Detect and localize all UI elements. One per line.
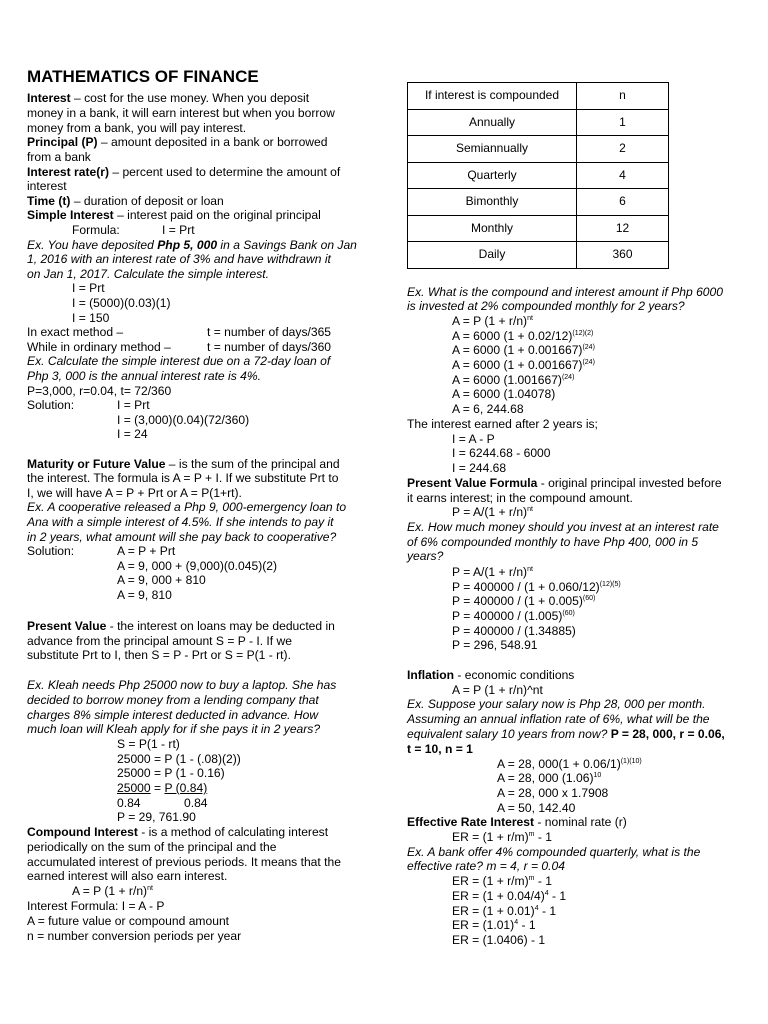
text-line: from a bank bbox=[27, 150, 91, 164]
text-line: money in a bank, it will earn interest but when you borrow bbox=[27, 106, 335, 120]
text-line: accumulated interest of previous periods. It means that the bbox=[27, 855, 341, 869]
definition: - original principal invested before bbox=[537, 476, 722, 490]
text: A = 28, 000(1 + 0.06/1) bbox=[497, 757, 621, 771]
text: Ex. You have deposited bbox=[27, 238, 158, 252]
example-text: Ex. Calculate the simple interest due on a 72-day loan of bbox=[27, 354, 331, 368]
exponent: (12)(2) bbox=[572, 329, 594, 337]
example-text: of 6% compounded monthly to have Php 400, 000 in 5 bbox=[407, 535, 699, 549]
example-text: Assuming an annual inflation rate of 6%, what will be the bbox=[407, 712, 710, 726]
term: Effective Rate Interest bbox=[407, 815, 535, 829]
definition: – duration of deposit or loan bbox=[70, 194, 224, 208]
text: - 1 bbox=[534, 830, 552, 844]
text: ER = (1.01) bbox=[452, 918, 515, 932]
solution-step: I = 150 bbox=[72, 311, 110, 325]
formula bbox=[452, 830, 552, 845]
table-row bbox=[408, 189, 669, 216]
solution-step bbox=[452, 343, 595, 358]
exponent: (60) bbox=[562, 609, 575, 617]
text-line: the interest. The formula is A = P + I. If we substitute Prt to bbox=[27, 471, 339, 485]
example-text: charges 8% simple interest deducted in advance. How bbox=[27, 708, 319, 722]
solution-step: I = A - P bbox=[452, 432, 495, 446]
solution-step: ER = (1.0406) - 1 bbox=[452, 933, 546, 947]
table-row bbox=[408, 242, 669, 269]
text-line: I, we will have A = P + Prt or A = P(1+rt). bbox=[27, 486, 242, 500]
table-cell: 1 bbox=[577, 109, 669, 136]
solution-step: I = 244.68 bbox=[452, 461, 507, 475]
text: ER = (1 + 0.04/4) bbox=[452, 889, 545, 903]
example-text: much loan will Kleah apply for if she pays it in 2 years? bbox=[27, 722, 321, 736]
solution-label: Solution: bbox=[27, 544, 75, 558]
exponent: nt bbox=[527, 565, 533, 573]
text: A = 6000 (1.001667) bbox=[452, 373, 562, 387]
term: Present Value bbox=[27, 619, 107, 633]
text-line: money from a bank, you will pay interest. bbox=[27, 121, 247, 135]
text: Php 5, 000 bbox=[157, 238, 218, 252]
solution-step bbox=[452, 874, 552, 889]
solution-step bbox=[452, 314, 533, 329]
exponent: 4 bbox=[534, 904, 539, 912]
term: Interest rate(r) bbox=[27, 165, 109, 179]
present-value-definition bbox=[27, 619, 335, 634]
table-row bbox=[408, 215, 669, 242]
solution-step: I = 6244.68 - 6000 bbox=[452, 446, 551, 460]
text-line: it earns interest; in the compound amount. bbox=[407, 491, 633, 505]
solution-step: A = 9, 000 + (9,000)(0.045)(2) bbox=[117, 559, 278, 573]
example-text: in 2 years, what amount will she pay back to cooperative? bbox=[27, 530, 337, 544]
solution-step: A = 9, 000 + 810 bbox=[117, 573, 206, 587]
example-text bbox=[407, 727, 725, 742]
compounding-table bbox=[407, 82, 669, 269]
solution-step bbox=[497, 757, 642, 772]
example-text: Ex. Suppose your salary now is Php 28, 000 per month. bbox=[407, 697, 706, 711]
formula: A = P (1 + r/n)^nt bbox=[452, 683, 543, 697]
table-row bbox=[408, 109, 669, 136]
solution-step: A = 28, 000 x 1.7908 bbox=[497, 786, 609, 800]
text: ER = (1 + r/m) bbox=[452, 874, 529, 888]
solution-step: P = 296, 548.91 bbox=[452, 638, 538, 652]
text: A = P (1 + r/n) bbox=[452, 314, 528, 328]
example-text: 1, 2016 with an interest rate of 3% and have withdrawn it bbox=[27, 252, 331, 266]
exponent: m bbox=[528, 874, 535, 882]
text: A = 6000 (1 + 0.02/12) bbox=[452, 329, 573, 343]
solution-step: I = (3,000)(0.04)(72/360) bbox=[117, 413, 250, 427]
definition: - is a method of calculating interest bbox=[137, 825, 329, 839]
example-text: Ex. Kleah needs Php 25000 now to buy a laptop. She has bbox=[27, 678, 337, 692]
example-text bbox=[27, 238, 357, 253]
term: Present Value Formula bbox=[407, 476, 538, 490]
example-text: is invested at 2% compounded monthly for 2 years? bbox=[407, 299, 685, 313]
exponent: nt bbox=[147, 884, 153, 892]
solution-step: 25000 = P (1 - 0.16) bbox=[117, 766, 225, 780]
solution-step bbox=[452, 889, 566, 904]
text-line: interest bbox=[27, 179, 67, 193]
exact-method-label: In exact method – bbox=[27, 325, 124, 339]
table-header-row bbox=[408, 83, 669, 110]
table-cell: 360 bbox=[577, 242, 669, 269]
principal-definition bbox=[27, 135, 328, 150]
solution-step: 0.84 bbox=[117, 796, 141, 810]
solution-step: 0.84 bbox=[184, 796, 208, 810]
solution-step: 25000 = P (1 - (.08)(2)) bbox=[117, 752, 241, 766]
exponent: (24) bbox=[582, 343, 595, 351]
solution-step: S = P(1 - rt) bbox=[117, 737, 180, 751]
exponent: 4 bbox=[514, 918, 519, 926]
exponent: nt bbox=[527, 505, 533, 513]
term: Maturity or Future Value bbox=[27, 457, 166, 471]
example-text: on Jan 1, 2017. Calculate the simple interest. bbox=[27, 267, 270, 281]
variable-definition: n = number conversion periods per year bbox=[27, 929, 242, 943]
solution-step bbox=[452, 358, 595, 373]
solution-label: Solution: bbox=[27, 398, 75, 412]
solution-step: I = Prt bbox=[117, 398, 150, 412]
example-text: decided to borrow money from a lending company that bbox=[27, 693, 319, 707]
solution-step: A = 6000 (1.04078) bbox=[452, 387, 556, 401]
table-row bbox=[408, 136, 669, 163]
inflation-definition bbox=[407, 668, 574, 683]
text-line: earned interest will also earn interest. bbox=[27, 869, 228, 883]
solution-step bbox=[117, 781, 207, 796]
solution-step: I = Prt bbox=[72, 281, 105, 295]
table-cell: Daily bbox=[408, 242, 577, 269]
example-text: Php 3, 000 is the annual interest rate is 4%. bbox=[27, 369, 261, 383]
text: A = 28, 000 (1.06) bbox=[497, 771, 594, 785]
text: equivalent salary 10 years from now? bbox=[407, 727, 611, 741]
example-text: Ex. What is the compound and interest amount if Php 6000 bbox=[407, 285, 723, 299]
definition: - economic conditions bbox=[454, 668, 575, 682]
text: A = 6000 (1 + 0.001667) bbox=[452, 358, 583, 372]
compound-formula bbox=[72, 884, 153, 899]
exact-method-value: t = number of days/365 bbox=[207, 325, 332, 339]
exponent: nt bbox=[527, 314, 533, 322]
solution-step bbox=[452, 373, 574, 388]
table-cell: 6 bbox=[577, 189, 669, 216]
given-values: t = 10, n = 1 bbox=[407, 742, 473, 756]
text: P = 400000 / (1 + 0.005) bbox=[452, 594, 583, 608]
definition: – cost for the use money. When you deposit bbox=[70, 91, 310, 105]
compound-interest-definition bbox=[27, 825, 328, 840]
formula-label: Formula: bbox=[72, 223, 120, 237]
variable-definition: A = future value or compound amount bbox=[27, 914, 230, 928]
table-row bbox=[408, 162, 669, 189]
solution-step: A = P + Prt bbox=[117, 544, 176, 558]
formula-value: I = Prt bbox=[162, 223, 195, 237]
definition: – amount deposited in a bank or borrowed bbox=[97, 135, 328, 149]
present-value-formula-definition bbox=[407, 476, 722, 491]
solution-step: A = 6, 244.68 bbox=[452, 402, 524, 416]
solution-step bbox=[452, 609, 575, 624]
solution-step bbox=[452, 580, 621, 595]
header-cell: If interest is compounded bbox=[408, 83, 577, 110]
text: - 1 bbox=[548, 889, 567, 903]
exponent: 10 bbox=[593, 771, 602, 779]
table-cell: Quarterly bbox=[408, 162, 577, 189]
table-cell: Annually bbox=[408, 109, 577, 136]
example-text: Ex. A cooperative released a Php 9, 000-emergency loan to bbox=[27, 500, 347, 514]
text: ER = (1 + r/m) bbox=[452, 830, 529, 844]
text: P = 28, 000, r = 0.06, bbox=[610, 727, 725, 741]
definition: – is the sum of the principal and bbox=[165, 457, 340, 471]
exponent: (12)(5) bbox=[599, 580, 621, 588]
example-text: years? bbox=[407, 549, 444, 563]
text-line: The interest earned after 2 years is; bbox=[407, 417, 598, 431]
interest-definition bbox=[27, 91, 309, 106]
solution-step: P = 29, 761.90 bbox=[117, 810, 196, 824]
text: P (0.84) bbox=[164, 781, 208, 795]
text: A = 6000 (1 + 0.001667) bbox=[452, 343, 583, 357]
term: Time (t) bbox=[27, 194, 71, 208]
rate-definition bbox=[27, 165, 340, 180]
solution-step bbox=[452, 594, 595, 609]
table-cell: Semiannually bbox=[408, 136, 577, 163]
example-text: Ex. How much money should you invest at an interest rate bbox=[407, 520, 719, 534]
ordinary-method-label: While in ordinary method – bbox=[27, 340, 171, 354]
solution-step: I = 24 bbox=[117, 427, 148, 441]
table-cell: Bimonthly bbox=[408, 189, 577, 216]
example-text: Ana with a simple interest of 4.5%. If she intends to pay it bbox=[27, 515, 334, 529]
time-definition bbox=[27, 194, 224, 209]
page-title: MATHEMATICS OF FINANCE bbox=[27, 67, 259, 86]
table-cell: 12 bbox=[577, 215, 669, 242]
ordinary-method-value: t = number of days/360 bbox=[207, 340, 332, 354]
exponent: (24) bbox=[582, 358, 595, 366]
solution-step: A = 9, 810 bbox=[117, 588, 172, 602]
text: 25000 bbox=[117, 781, 151, 795]
solution-step: P = 400000 / (1.34885) bbox=[452, 624, 576, 638]
exponent: (60) bbox=[582, 594, 596, 602]
solution-step bbox=[452, 565, 533, 580]
solution-step: A = 50, 142.40 bbox=[497, 801, 576, 815]
exponent: (1)(10) bbox=[620, 757, 642, 765]
table-cell: 4 bbox=[577, 162, 669, 189]
term: Simple Interest bbox=[27, 208, 114, 222]
text: P = 400000 / (1.005) bbox=[452, 609, 563, 623]
text: A = P (1 + r/n) bbox=[72, 884, 148, 898]
maturity-definition bbox=[27, 457, 340, 472]
text: P = A/(1 + r/n) bbox=[452, 565, 528, 579]
text: P = 400000 / (1 + 0.060/12) bbox=[452, 580, 600, 594]
solution-step bbox=[497, 771, 601, 786]
exponent: 4 bbox=[544, 889, 549, 897]
text: - 1 bbox=[538, 904, 557, 918]
term: Inflation bbox=[407, 668, 455, 682]
term: Compound Interest bbox=[27, 825, 138, 839]
simple-interest-definition bbox=[27, 208, 321, 223]
term: Principal (P) bbox=[27, 135, 98, 149]
definition: - the interest on loans may be deducted in bbox=[106, 619, 335, 633]
definition: - nominal rate (r) bbox=[534, 815, 627, 829]
term: Interest bbox=[27, 91, 71, 105]
text-line: advance from the principal amount S = P - I. If we bbox=[27, 634, 292, 648]
solution-step bbox=[452, 329, 593, 344]
solution-step bbox=[452, 918, 536, 933]
header-cell: n bbox=[577, 83, 669, 110]
interest-formula: Interest Formula: I = A - P bbox=[27, 899, 165, 913]
solution-step bbox=[452, 904, 556, 919]
solution-step: I = (5000)(0.03)(1) bbox=[72, 296, 171, 310]
text: - 1 bbox=[518, 918, 536, 932]
text: P = A/(1 + r/n) bbox=[452, 505, 528, 519]
example-text: effective rate? m = 4, r = 0.04 bbox=[407, 859, 565, 873]
text: - 1 bbox=[534, 874, 552, 888]
exponent: m bbox=[528, 830, 535, 838]
text-line: periodically on the sum of the principal and the bbox=[27, 840, 277, 854]
effective-rate-definition bbox=[407, 815, 627, 830]
table-cell: 2 bbox=[577, 136, 669, 163]
text: ER = (1 + 0.01) bbox=[452, 904, 535, 918]
text: = bbox=[150, 781, 165, 795]
definition: – interest paid on the original principal bbox=[113, 208, 321, 222]
given-values: P=3,000, r=0.04, t= 72/360 bbox=[27, 384, 172, 398]
definition: – percent used to determine the amount of bbox=[109, 165, 341, 179]
example-text: Ex. A bank offer 4% compounded quarterly, what is the bbox=[407, 845, 701, 859]
exponent: (24) bbox=[561, 373, 575, 381]
text-line: substitute Prt to I, then S = P - Prt or S = P(1 - rt). bbox=[27, 648, 291, 662]
formula bbox=[452, 505, 533, 520]
table-cell: Monthly bbox=[408, 215, 577, 242]
text: in a Savings Bank on Jan bbox=[217, 238, 357, 252]
